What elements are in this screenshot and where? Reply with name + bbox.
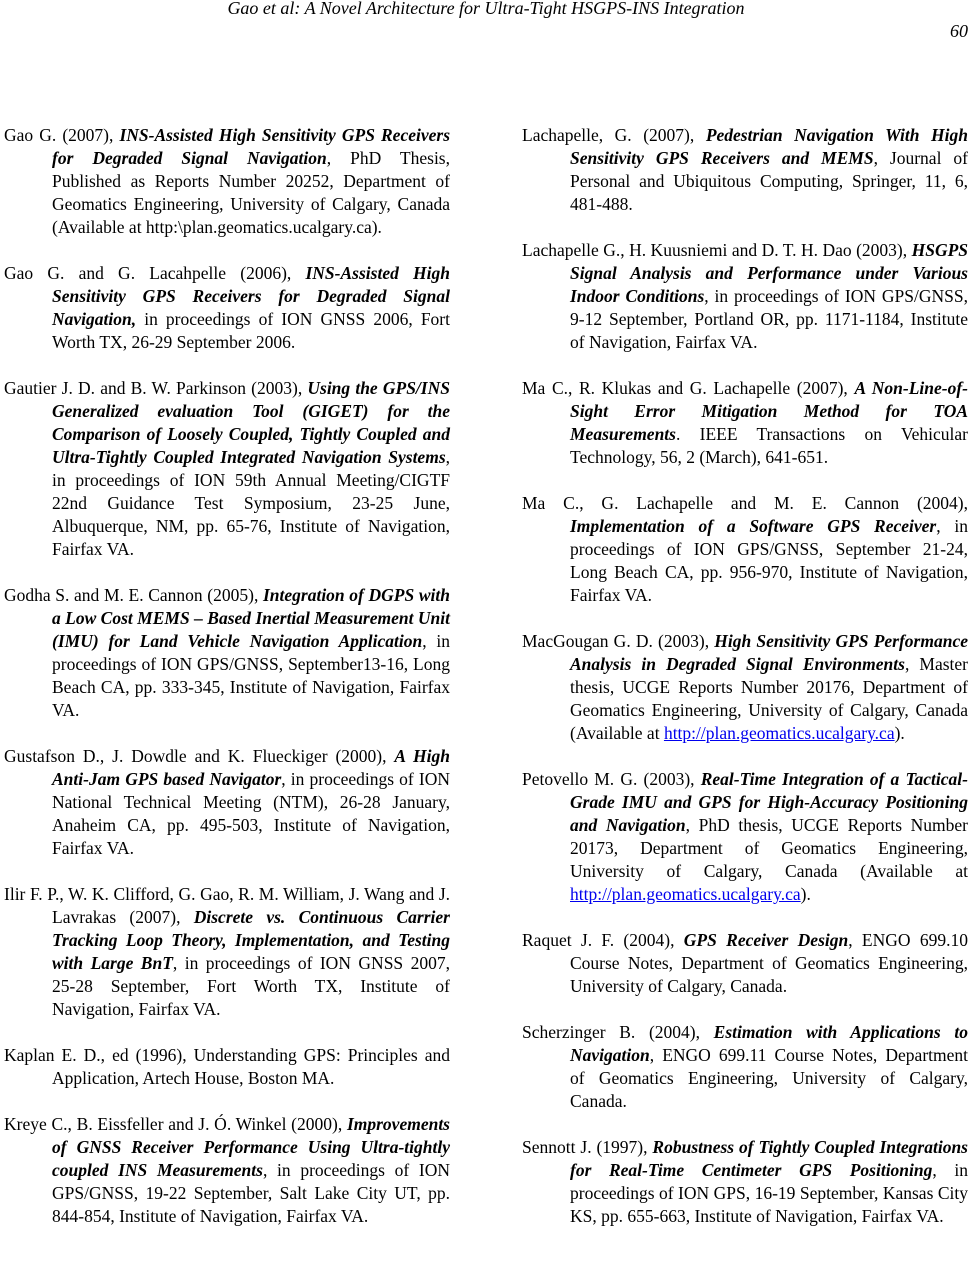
reference-entry [4,883,450,1021]
reference-details: , in proceedings of ION National Technical Meeting (NTM), 26-28 January, Anaheim CA, pp. 495-503, Institute of Navigation, Fairfax VA. [52,769,450,858]
reference-authors: Lachapelle, G. (2007), [522,125,706,145]
reference-title: Estimation with Applications to Navigation [570,1022,968,1065]
reference-details: , in proceedings of ION 59th Annual Meeting/CIGTF 22nd Guidance Test Symposium, 23-25 June, Albuquerque, NM, pp. 65-76, Institute of Navigation, Fairfax VA. [52,447,450,559]
reference-details: in proceedings of ION GNSS 2006, Fort Worth TX, 26-29 September 2006. [52,309,450,352]
page-number: 60 [950,21,968,41]
reference-details: , in proceedings of ION GPS, 16-19 September, Kansas City KS, pp. 655-663, Institute of Navigation, Fairfax VA. [570,1160,968,1226]
reference-details: , ENGO 699.11 Course Notes, Department of Geomatics Engineering, University of Calgary, Canada. [570,1045,968,1111]
reference-title: Implementation of a Software GPS Receiver [570,516,937,536]
reference-details: , Master thesis, UCGE Reports Number 20176, Department of Geomatics Engineering, University of Calgary, Canada (Available at [570,654,968,743]
reference-authors: Ilir F. P., W. K. Clifford, G. Gao, R. M. William, J. Wang and J. Lavrakas (2007), [4,884,450,927]
reference-entry [522,1021,968,1113]
reference-text: Kaplan E. D., ed (1996), Understanding GPS: Principles and Application, Artech House, Boston MA. [4,1045,450,1088]
reference-details: , ENGO 699.10 Course Notes, Department of Geomatics Engineering, University of Calgary, Canada. [570,930,968,996]
reference-closing: ). [800,884,811,904]
reference-entry [4,124,450,239]
reference-authors: Lachapelle G., H. Kuusniemi and D. T. H. Dao (2003), [522,240,912,260]
reference-title: Robustness of Tightly Coupled Integrations for Real-Time Centimeter GPS Positioning [570,1137,968,1180]
reference-details: , PhD Thesis, Published as Reports Number 20252, Department of Geomatics Engineering, University of Calgary, Canada (Available at http:\plan.geomatics.ucalgary.ca). [52,148,450,237]
reference-link[interactable]: http://plan.geomatics.ucalgary.ca [570,884,801,904]
reference-title: A Non-Line-of-Sight Error Mitigation Method for TOA Measurements [570,378,969,444]
reference-entry [522,492,968,607]
reference-title: INS-Assisted High Sensitivity GPS Receivers for Degraded Signal Navigation, [52,263,451,329]
reference-authors: Raquet J. F. (2004), [522,930,684,950]
reference-authors: Ma C., G. Lachapelle and M. E. Cannon (2004), [522,493,968,513]
reference-entry [4,262,450,354]
reference-authors: MacGougan G. D. (2003), [522,631,715,651]
reference-entry [4,1044,450,1090]
reference-authors: Gao G. and G. Lacahpelle (2006), [4,263,306,283]
reference-authors: Petovello M. G. (2003), [522,769,701,789]
reference-details: , in proceedings of ION GPS/GNSS, September13-16, Long Beach CA, pp. 333-345, Institute of Navigation, Fairfax VA. [52,631,450,720]
reference-details: , Journal of Personal and Ubiquitous Computing, Springer, 11, 6, 481-488. [570,148,968,214]
reference-title: HSGPS Signal Analysis and Performance under Various Indoor Conditions [570,240,968,306]
reference-entry [4,584,450,722]
reference-details: . IEEE Transactions on Vehicular Technology, 56, 2 (March), 641-651. [570,424,968,467]
reference-details: , in proceedings of ION GPS/GNSS, 19-22 September, Salt Lake City UT, pp. 844-854, Institute of Navigation, Fairfax VA. [52,1160,450,1226]
reference-details: , in proceedings of ION GNSS 2007, 25-28 September, Fort Worth TX, Institute of Navigation, Fairfax VA. [52,953,450,1019]
reference-entry [4,377,450,561]
references-left-column [4,124,450,1228]
reference-authors: Gao G. (2007), [4,125,120,145]
reference-entry [522,768,968,906]
reference-title: Integration of DGPS with a Low Cost MEMS – Based Inertial Measurement Unit (IMU) for Land Vehicle Navigation Application [52,585,450,651]
reference-entry [522,124,968,216]
reference-authors: Kreye C., B. Eissfeller and J. Ó. Winkel (2000), [4,1114,347,1134]
reference-details: , PhD thesis, UCGE Reports Number 20173, Department of Geomatics Engineering, University of Calgary, Canada (Available at [570,815,968,881]
reference-closing: ). [894,723,905,743]
reference-title: A High Anti-Jam GPS based Navigator [52,746,451,789]
reference-authors: Sennott J. (1997), [522,1137,653,1157]
reference-details: , in proceedings of ION GPS/GNSS, 9-12 September, Portland OR, pp. 1171-1184, Institute of Navigation, Fairfax VA. [570,286,968,352]
reference-title: Pedestrian Navigation With High Sensitivity GPS Receivers and MEMS [570,125,968,168]
reference-entry [522,929,968,998]
reference-entry [522,377,968,469]
reference-title: Using the GPS/INS Generalized evaluation Tool (GIGET) for the Comparison of Loosely Coupled, Tightly Coupled and Ultra-Tightly Coupled Integrated Navigation Systems [52,378,450,467]
reference-details: , in proceedings of ION GPS/GNSS, September 21-24, Long Beach CA, pp. 956-970, Institute of Navigation, Fairfax VA. [570,516,968,605]
reference-link[interactable]: http://plan.geomatics.ucalgary.ca [663,723,895,743]
reference-authors: Scherzinger B. (2004), [522,1022,714,1042]
reference-authors: Ma C., R. Klukas and G. Lachapelle (2007), [522,378,855,398]
reference-authors: Gustafson D., J. Dowdle and K. Flueckiger (2000), [4,746,395,766]
reference-entry [522,630,968,745]
reference-title: GPS Receiver Design [683,930,849,950]
reference-authors: Godha S. and M. E. Cannon (2005), [4,585,263,605]
references-right-column [522,124,968,1228]
reference-title: Real-Time Integration of a Tactical-Grade IMU and GPS for High-Accuracy Positioning and Navigation [570,769,968,835]
reference-title: Improvements of GNSS Receiver Performance Using Ultra-tightly coupled INS Measurements [52,1114,450,1180]
reference-title: High Sensitivity GPS Performance Analysis in Degraded Signal Environments [570,631,968,674]
reference-entry [522,239,968,354]
reference-title: Discrete vs. Continuous Carrier Tracking Loop Theory, Implementation, and Testing with Large BnT [52,907,450,973]
reference-entry [522,1136,968,1228]
reference-title: INS-Assisted High Sensitivity GPS Receivers for Degraded Signal Navigation [52,125,450,168]
reference-authors: Gautier J. D. and B. W. Parkinson (2003), [4,378,308,398]
reference-entry [4,745,450,860]
running-header: Gao et al: A Novel Architecture for Ultra-Tight HSGPS-INS Integration [227,0,745,18]
reference-entry [4,1113,450,1228]
